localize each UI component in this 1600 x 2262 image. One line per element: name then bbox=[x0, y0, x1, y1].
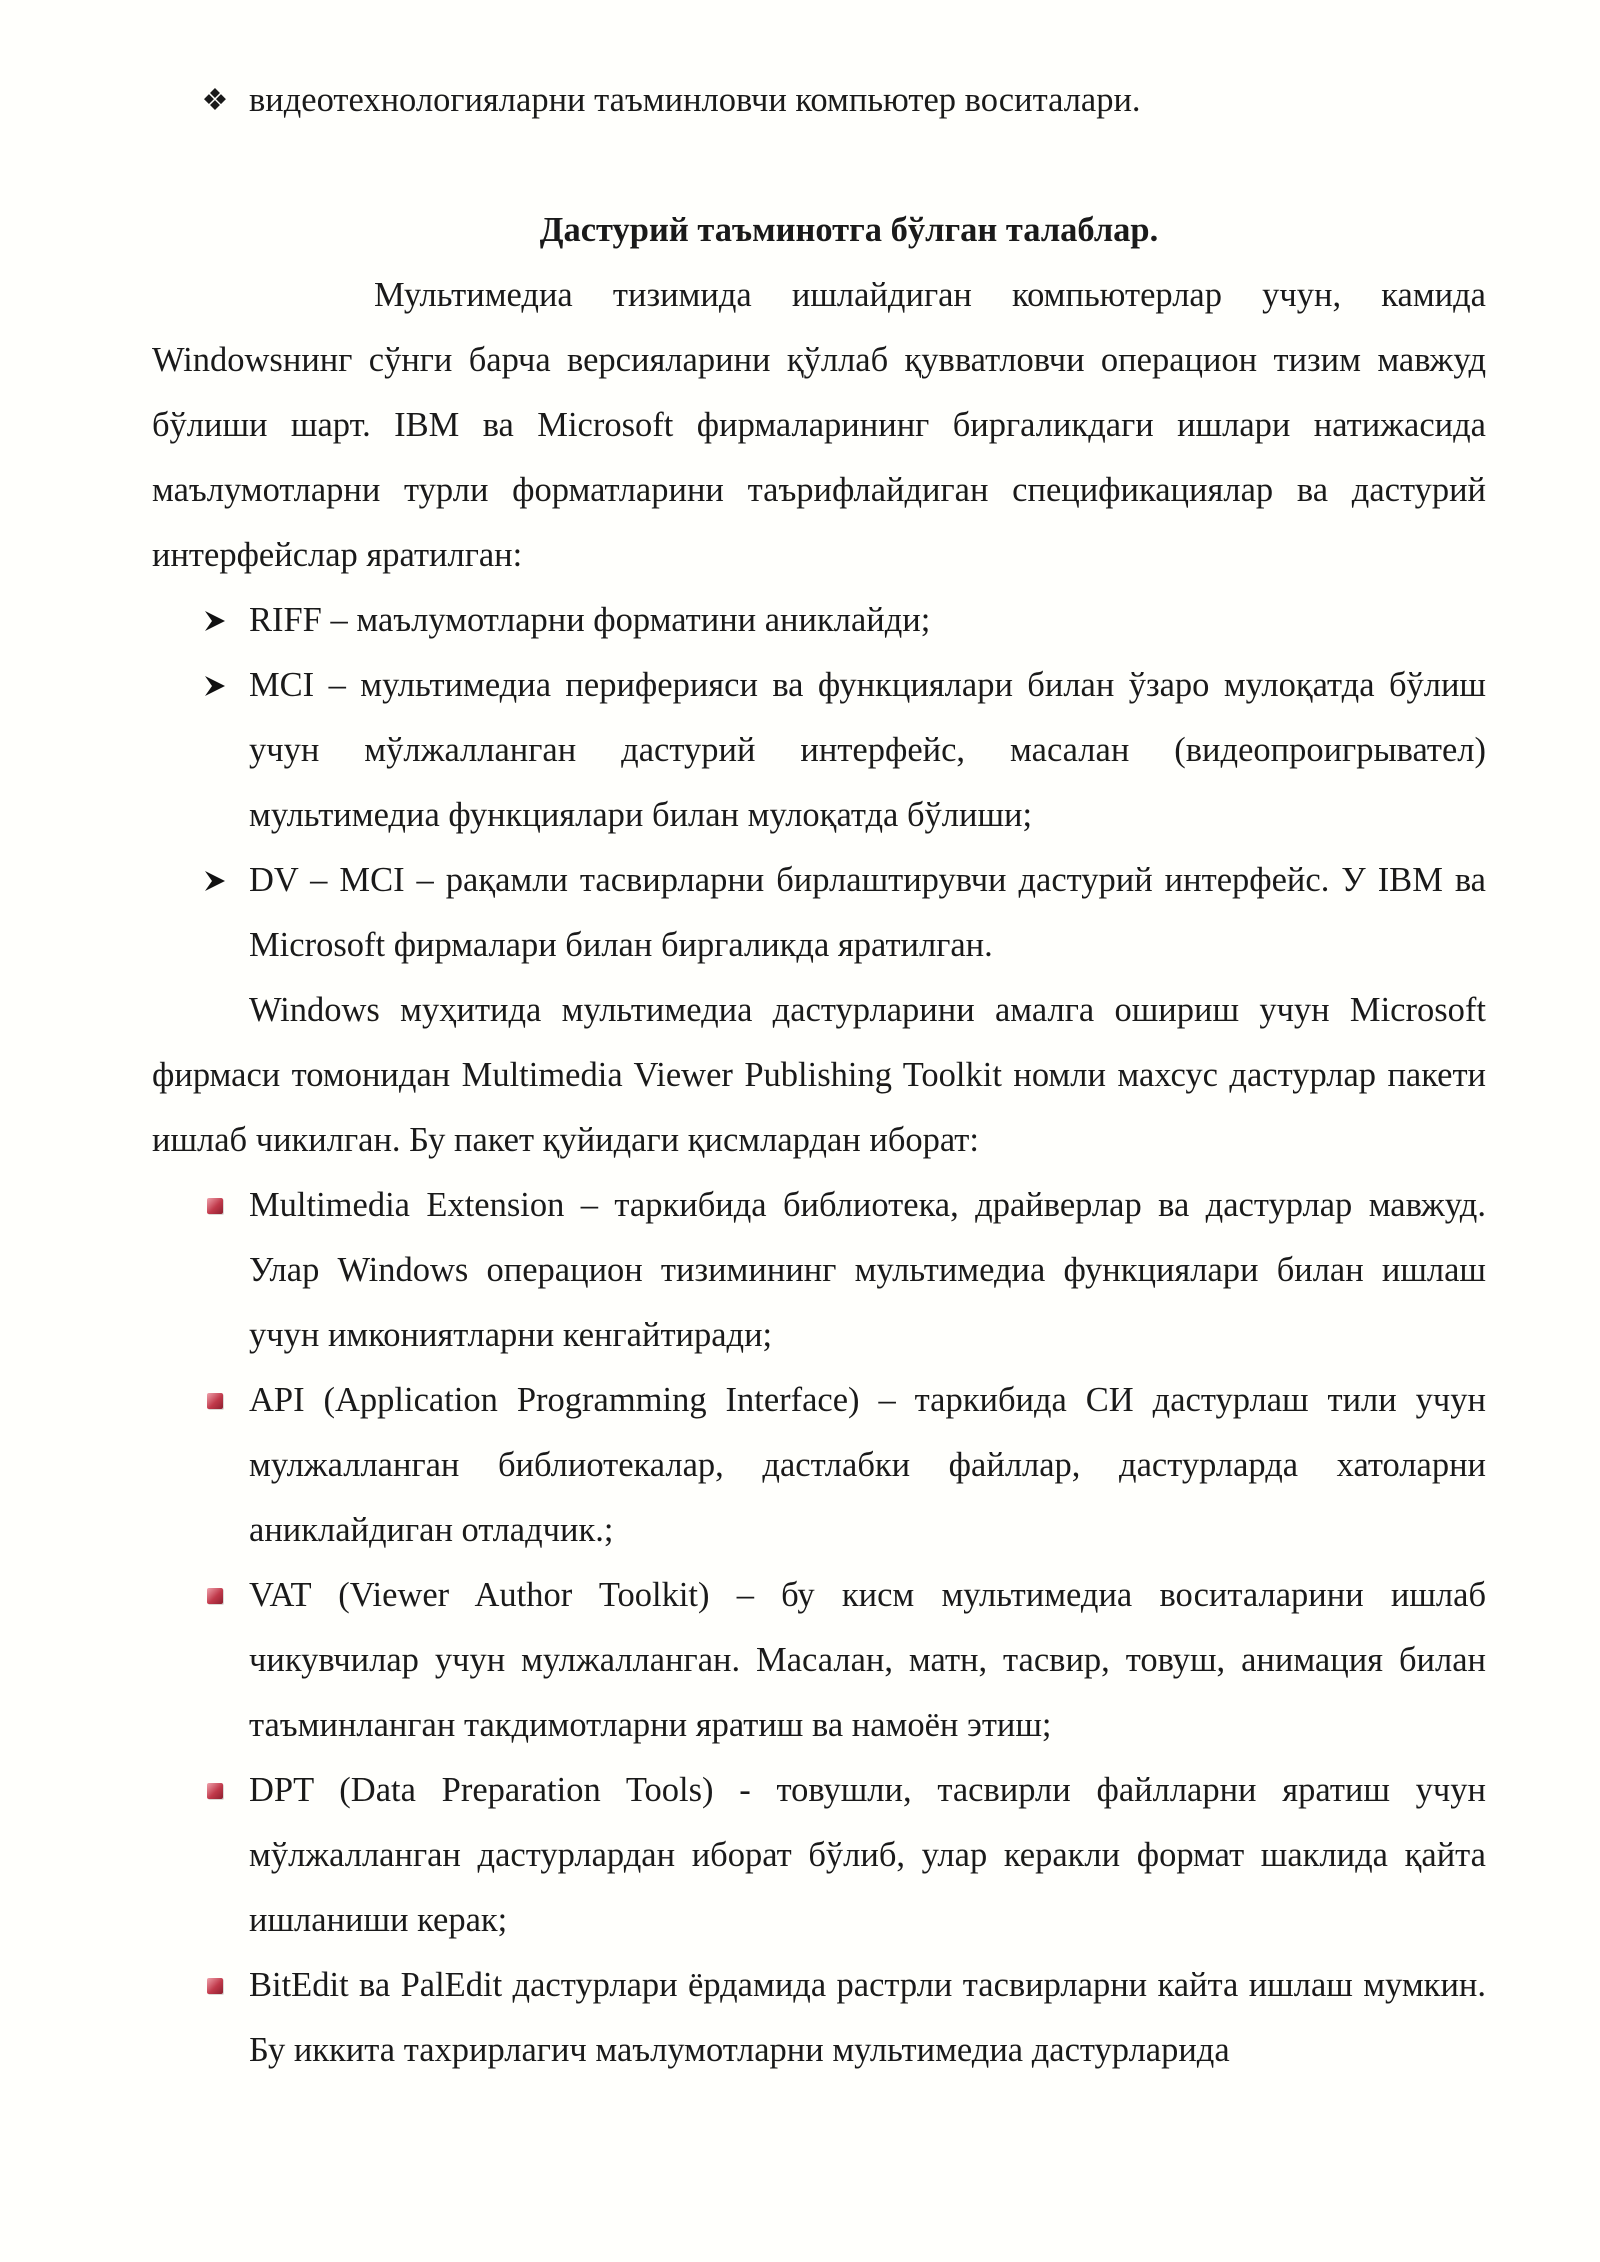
arrow-bullet-icon bbox=[200, 653, 230, 718]
square-bullet-icon bbox=[200, 1953, 230, 2018]
list-item bbox=[152, 848, 1486, 978]
list-item-text: DPT (Data Preparation Tools) - товушли, тасвирли файлларни яратиш учун мўлжалланган дастурлардан иборат бўлиб, улар керакли формат шаклида қайта ишланиши керак; bbox=[249, 1771, 1486, 1939]
list-item-text: MCI – мультимедиа периферияси ва функциялари билан ўзаро мулоқатда бўлиш учун мўлжалланган дастурий интерфейс, масалан (видеопроигрывател) мультимедиа функциялари билан мулоқатда бўлиши; bbox=[249, 666, 1486, 834]
document-page bbox=[152, 68, 1486, 2083]
list-item bbox=[152, 1563, 1486, 1758]
section-heading: Дастурий таъминотга бўлган талаблар. bbox=[539, 211, 1159, 249]
list-item bbox=[152, 1368, 1486, 1563]
square-bullet-icon bbox=[200, 1368, 230, 1433]
list-item-text: BitEdit ва PalEdit дастурлари ёрдамида растрли тасвирларни кайта ишлаш мумкин. Бу иккита тахрирлагич маълумотларни мультимедиа дастурларида bbox=[249, 1966, 1486, 2069]
list-item-text: VAT (Viewer Author Toolkit) – бу кисм мультимедиа воситаларини ишлаб чикувчилар учун мулжалланган. Масалан, матн, тасвир, товуш, анимация билан таъминланган такдимотларни яратиш ва намоён этиш; bbox=[249, 1576, 1486, 1744]
diamond-bullet-icon: ❖ bbox=[201, 84, 229, 117]
list-item bbox=[152, 1953, 1486, 2083]
paragraph: Windows муҳитида мультимедиа дастурларини амалга ошириш учун Microsoft фирмаси томонидан Multimedia Viewer Publishing Toolkit номли махсус дастурлар пакети ишлаб чикилган. Бу пакет қуйидаги қисмлардан иборат: bbox=[152, 991, 1486, 1159]
list-item bbox=[152, 1758, 1486, 1953]
arrow-bullet-icon bbox=[200, 848, 230, 913]
list-item bbox=[152, 1173, 1486, 1368]
square-bullet-icon bbox=[200, 1173, 230, 1238]
list-item-text: Multimedia Extension – таркибида библиотека, драйверлар ва дастурлар мавжуд. Улар Windows операцион тизимининг мультимедиа функциялари билан ишлаш учун имкониятларни кенгайтиради; bbox=[249, 1186, 1486, 1354]
list-item-text: DV – MCI – рақамли тасвирларни бирлаштирувчи дастурий интерфейс. У IBM ва Microsoft фирмалари билан биргаликда яратилган. bbox=[249, 861, 1486, 964]
square-bullet-icon bbox=[200, 1758, 230, 1823]
square-bullet-icon bbox=[200, 1563, 230, 1628]
list-item-text: API (Application Programming Interface) – таркибида СИ дастурлаш тили учун мулжалланган библиотекалар, дастлабки файллар, дастурларда хатоларни аниклайдиган отладчик.; bbox=[249, 1381, 1486, 1549]
list-item-text: RIFF – маълумотларни форматини аниклайди; bbox=[249, 601, 931, 639]
paragraph: Мультимедиа тизимида ишлайдиган компьютерлар учун, камида Windowsнинг сўнги барча версияларини қўллаб қувватловчи операцион тизим мавжуд бўлиши шарт. IBM ва Microsoft фирмаларининг биргаликдаги ишлари натижасида маълумотларни турли форматларини таърифлайдиган спецификациялар ва дастурий интерфейслар яратилган: bbox=[152, 276, 1486, 574]
arrow-bullet-icon bbox=[200, 588, 230, 653]
list-item bbox=[152, 653, 1486, 848]
list-item bbox=[152, 68, 1486, 133]
list-item-text: видеотехнологияларни таъминловчи компьютер воситалари. bbox=[249, 81, 1141, 119]
list-item bbox=[152, 588, 1486, 653]
